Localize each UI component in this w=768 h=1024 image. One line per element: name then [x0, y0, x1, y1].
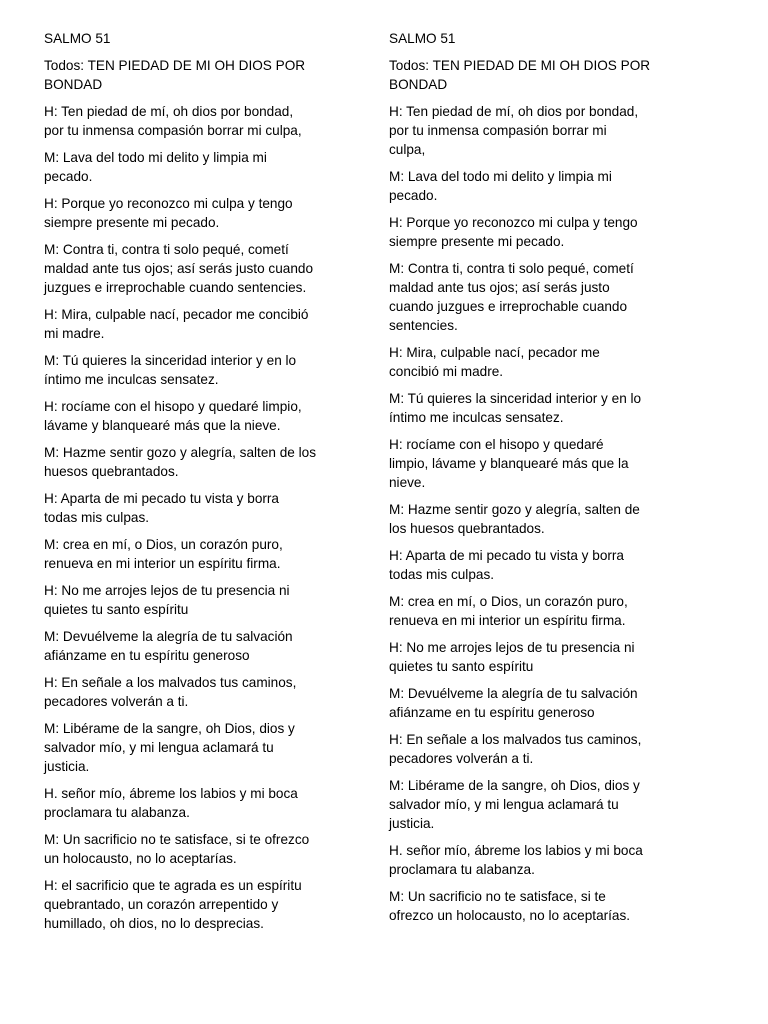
left-column — [44, 29, 362, 941]
left-verse: M: crea en mí, o Dios, un corazón puro, renueva en mi interior un espíritu firma. — [44, 537, 283, 571]
left-verse: Todos: TEN PIEDAD DE MI OH DIOS POR BONDAD — [44, 58, 306, 92]
left-verse: M: Tú quieres la sinceridad interior y en lo íntimo me inculcas sensatez. — [44, 353, 297, 387]
left-verse: H: Porque yo reconozco mi culpa y tengo siempre presente mi pecado. — [44, 196, 293, 230]
right-verse: M: Devuélveme la alegría de tu salvación afiánzame en tu espíritu generoso — [389, 686, 638, 720]
right-psalm-title: SALMO 51 — [389, 31, 456, 46]
right-verse: H: Porque yo reconozco mi culpa y tengo siempre presente mi pecado. — [389, 215, 638, 249]
left-verse: H: el sacrificio que te agrada es un espíritu quebrantado, un corazón arrepentido y humillado, oh dios, no lo desprecias. — [44, 878, 302, 931]
left-verse: H: Ten piedad de mí, oh dios por bondad, por tu inmensa compasión borrar mi culpa, — [44, 104, 302, 138]
right-verse: M: Contra ti, contra ti solo pequé, cometí maldad ante tus ojos; así serás justo cuando juzgues e irreprochable cuando sentencies. — [389, 261, 634, 333]
right-verse: H: Mira, culpable nací, pecador me concibió mi madre. — [389, 345, 600, 379]
left-verse: M: Lava del todo mi delito y limpia mi pecado. — [44, 150, 267, 184]
left-verse: H: Mira, culpable nací, pecador me concibió mi madre. — [44, 307, 309, 341]
left-verse: H. señor mío, ábreme los labios y mi boca proclamara tu alabanza. — [44, 786, 298, 820]
right-verse: H: En señale a los malvados tus caminos, pecadores volverán a ti. — [389, 732, 642, 766]
right-verse: M: Hazme sentir gozo y alegría, salten de los huesos quebrantados. — [389, 502, 640, 536]
right-verse: H. señor mío, ábreme los labios y mi boca proclamara tu alabanza. — [389, 843, 643, 877]
left-verse: M: Libérame de la sangre, oh Dios, dios y salvador mío, y mi lengua aclamará tu justicia. — [44, 721, 295, 774]
left-verse: M: Devuélveme la alegría de tu salvación afiánzame en tu espíritu generoso — [44, 629, 293, 663]
right-verse: M: Libérame de la sangre, oh Dios, dios y salvador mío, y mi lengua aclamará tu justicia. — [389, 778, 640, 831]
right-verse: M: Tú quieres la sinceridad interior y en lo íntimo me inculcas sensatez. — [389, 391, 642, 425]
left-verse: M: Contra ti, contra ti solo pequé, cometí maldad ante tus ojos; así serás justo cuando juzgues e irreprochable cuando sentencies. — [44, 242, 314, 295]
right-verse: M: Lava del todo mi delito y limpia mi pecado. — [389, 169, 612, 203]
left-verse: H: En señale a los malvados tus caminos, pecadores volverán a ti. — [44, 675, 297, 709]
right-verse: H: No me arrojes lejos de tu presencia ni quietes tu santo espíritu — [389, 640, 635, 674]
right-column — [389, 29, 707, 933]
left-verse: H: Aparta de mi pecado tu vista y borra todas mis culpas. — [44, 491, 279, 525]
left-verse: M: Hazme sentir gozo y alegría, salten de los huesos quebrantados. — [44, 445, 317, 479]
right-verse: M: Un sacrificio no te satisface, si te ofrezco un holocausto, no lo aceptarías. — [389, 889, 631, 923]
right-verse: H: Ten piedad de mí, oh dios por bondad, por tu inmensa compasión borrar mi culpa, — [389, 104, 639, 157]
right-verse: Todos: TEN PIEDAD DE MI OH DIOS POR BONDAD — [389, 58, 651, 92]
right-verse: H: rocíame con el hisopo y quedaré limpio, lávame y blanquearé más que la nieve. — [389, 437, 629, 490]
left-verse: H: rocíame con el hisopo y quedaré limpio, lávame y blanquearé más que la nieve. — [44, 399, 302, 433]
right-verse: M: crea en mí, o Dios, un corazón puro, renueva en mi interior un espíritu firma. — [389, 594, 628, 628]
left-verse: M: Un sacrificio no te satisface, si te ofrezco un holocausto, no lo aceptarías. — [44, 832, 310, 866]
left-verse: H: No me arrojes lejos de tu presencia ni quietes tu santo espíritu — [44, 583, 290, 617]
left-psalm-title: SALMO 51 — [44, 31, 111, 46]
right-verse: H: Aparta de mi pecado tu vista y borra todas mis culpas. — [389, 548, 624, 582]
